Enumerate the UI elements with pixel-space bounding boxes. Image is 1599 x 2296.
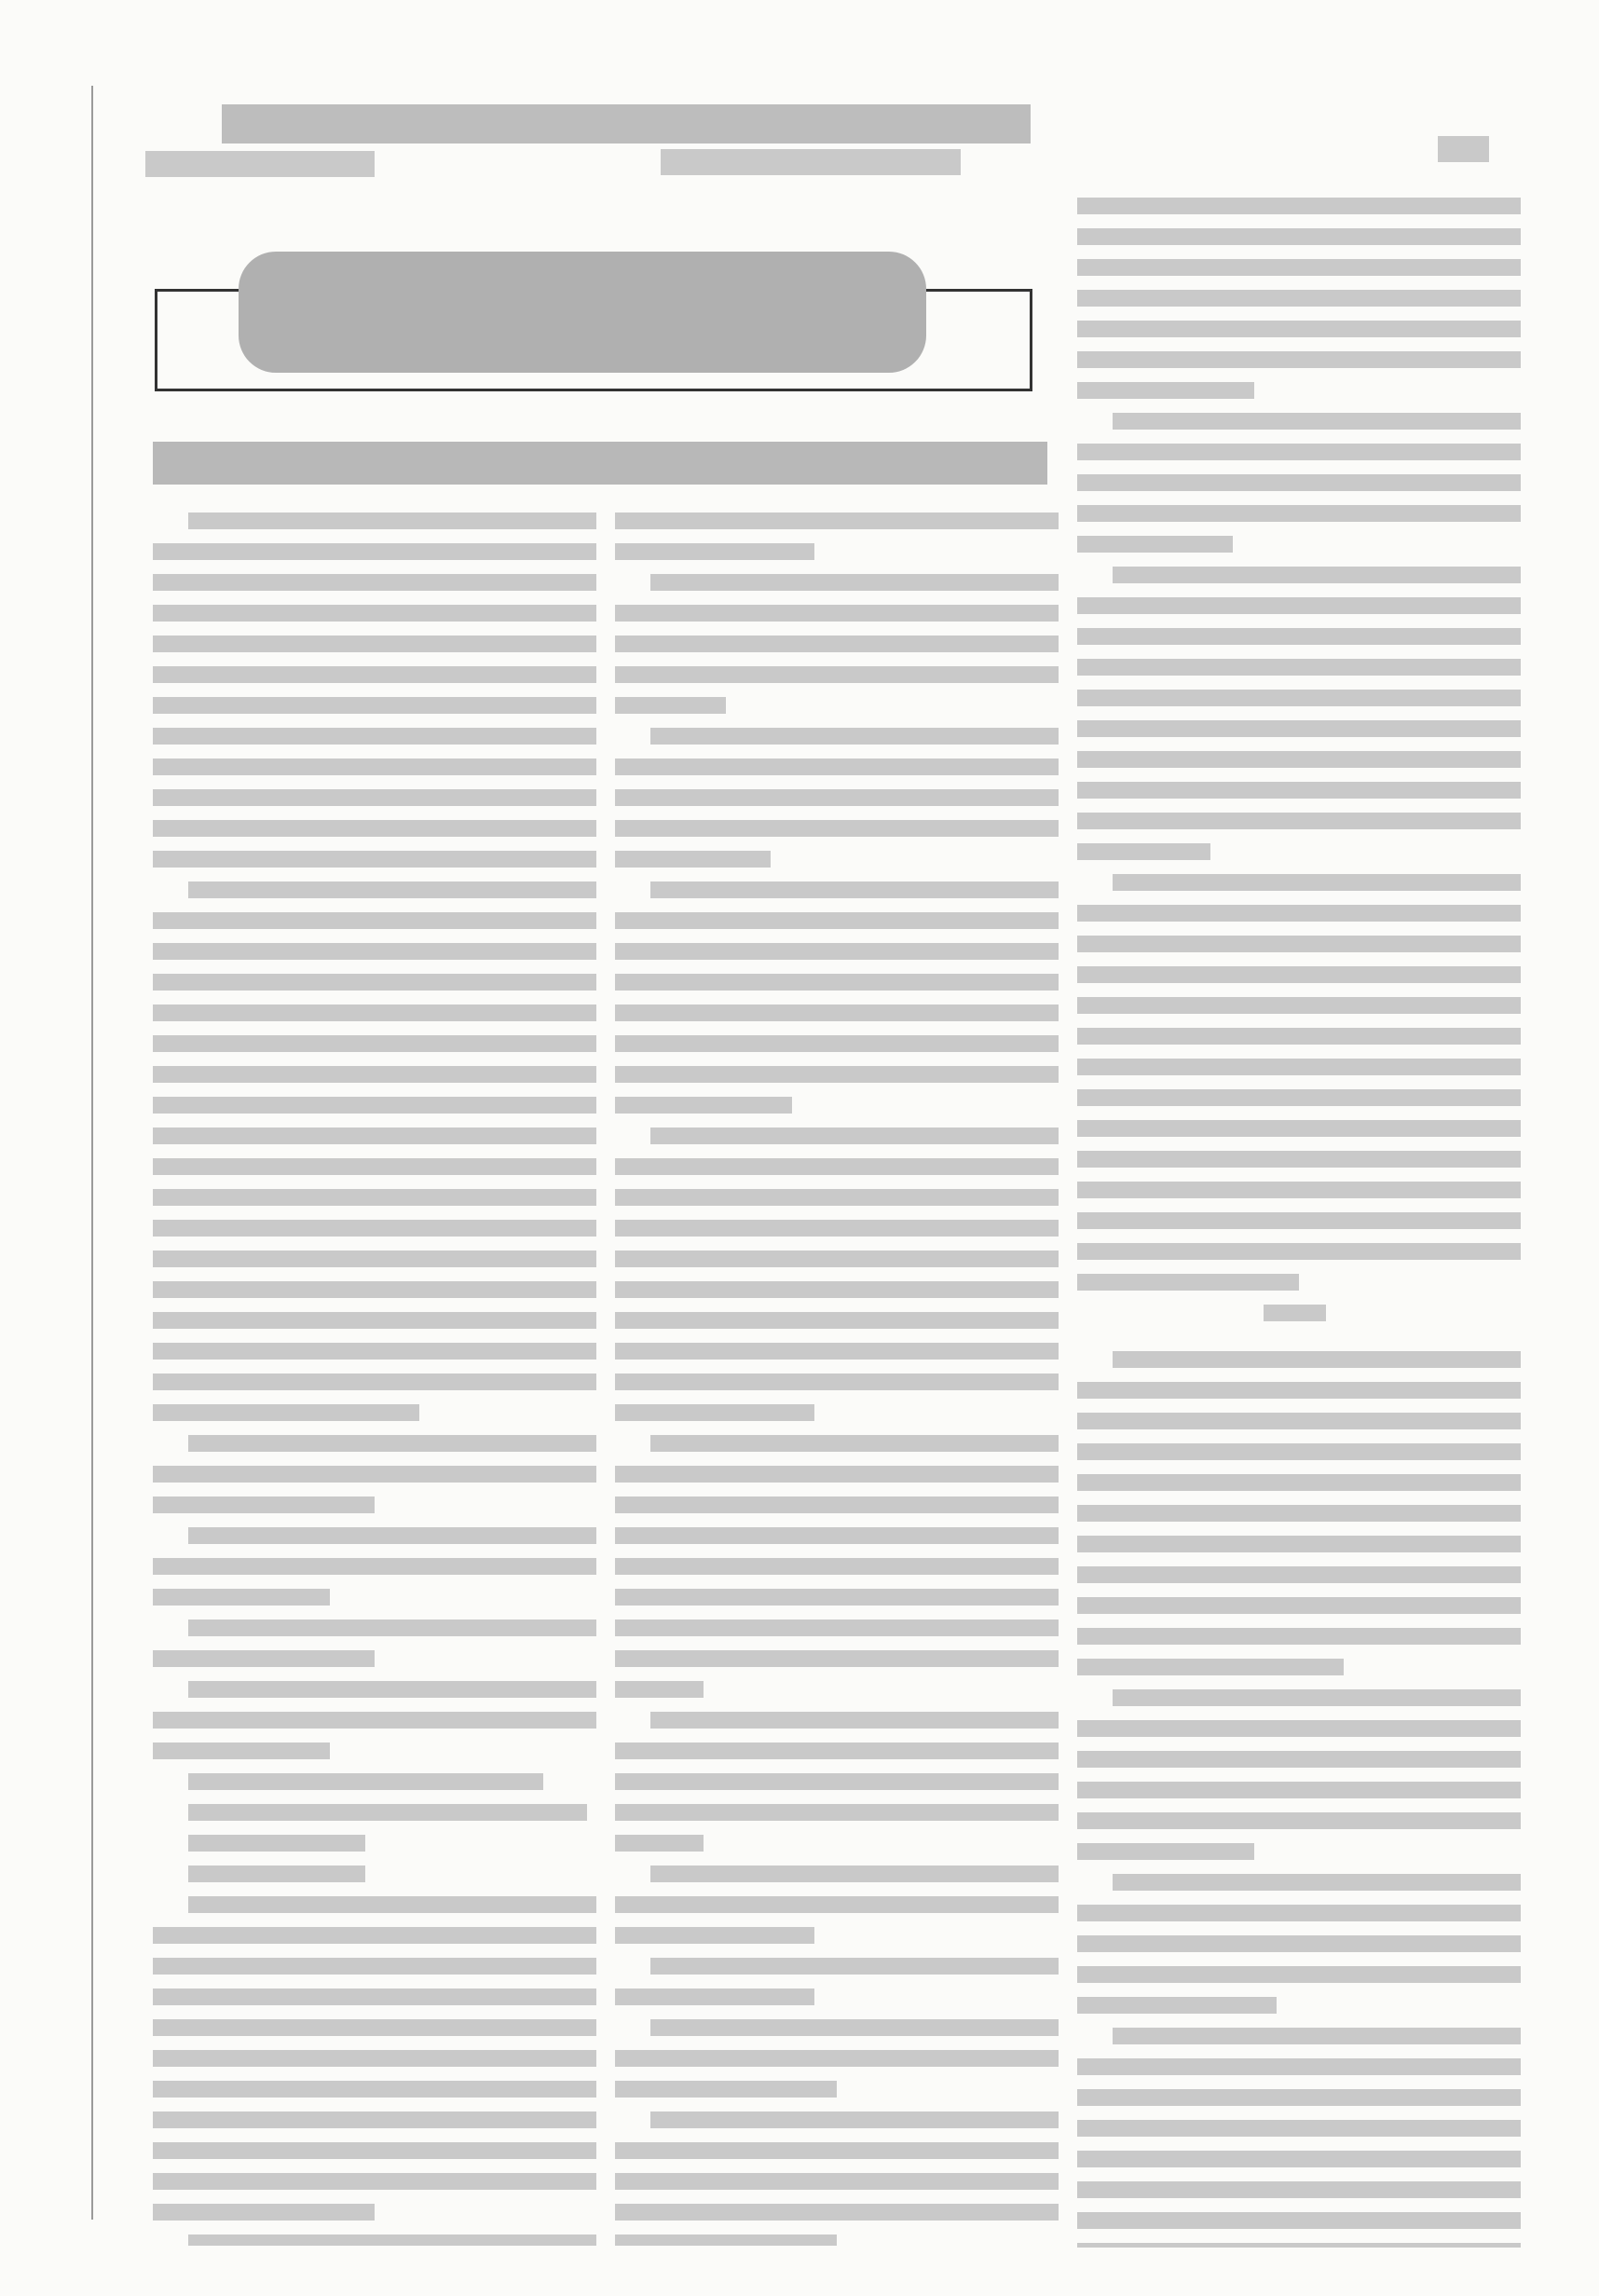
journal-title	[661, 149, 961, 175]
column-2	[615, 512, 1059, 2246]
page-number	[1438, 136, 1489, 162]
column-3	[1077, 198, 1521, 2248]
issue-date	[145, 151, 375, 177]
page-left-rule	[91, 86, 93, 2220]
column-1	[153, 512, 596, 2246]
main-headline	[153, 442, 1047, 485]
handwritten-note	[222, 104, 1031, 144]
noticias-title	[239, 252, 926, 373]
